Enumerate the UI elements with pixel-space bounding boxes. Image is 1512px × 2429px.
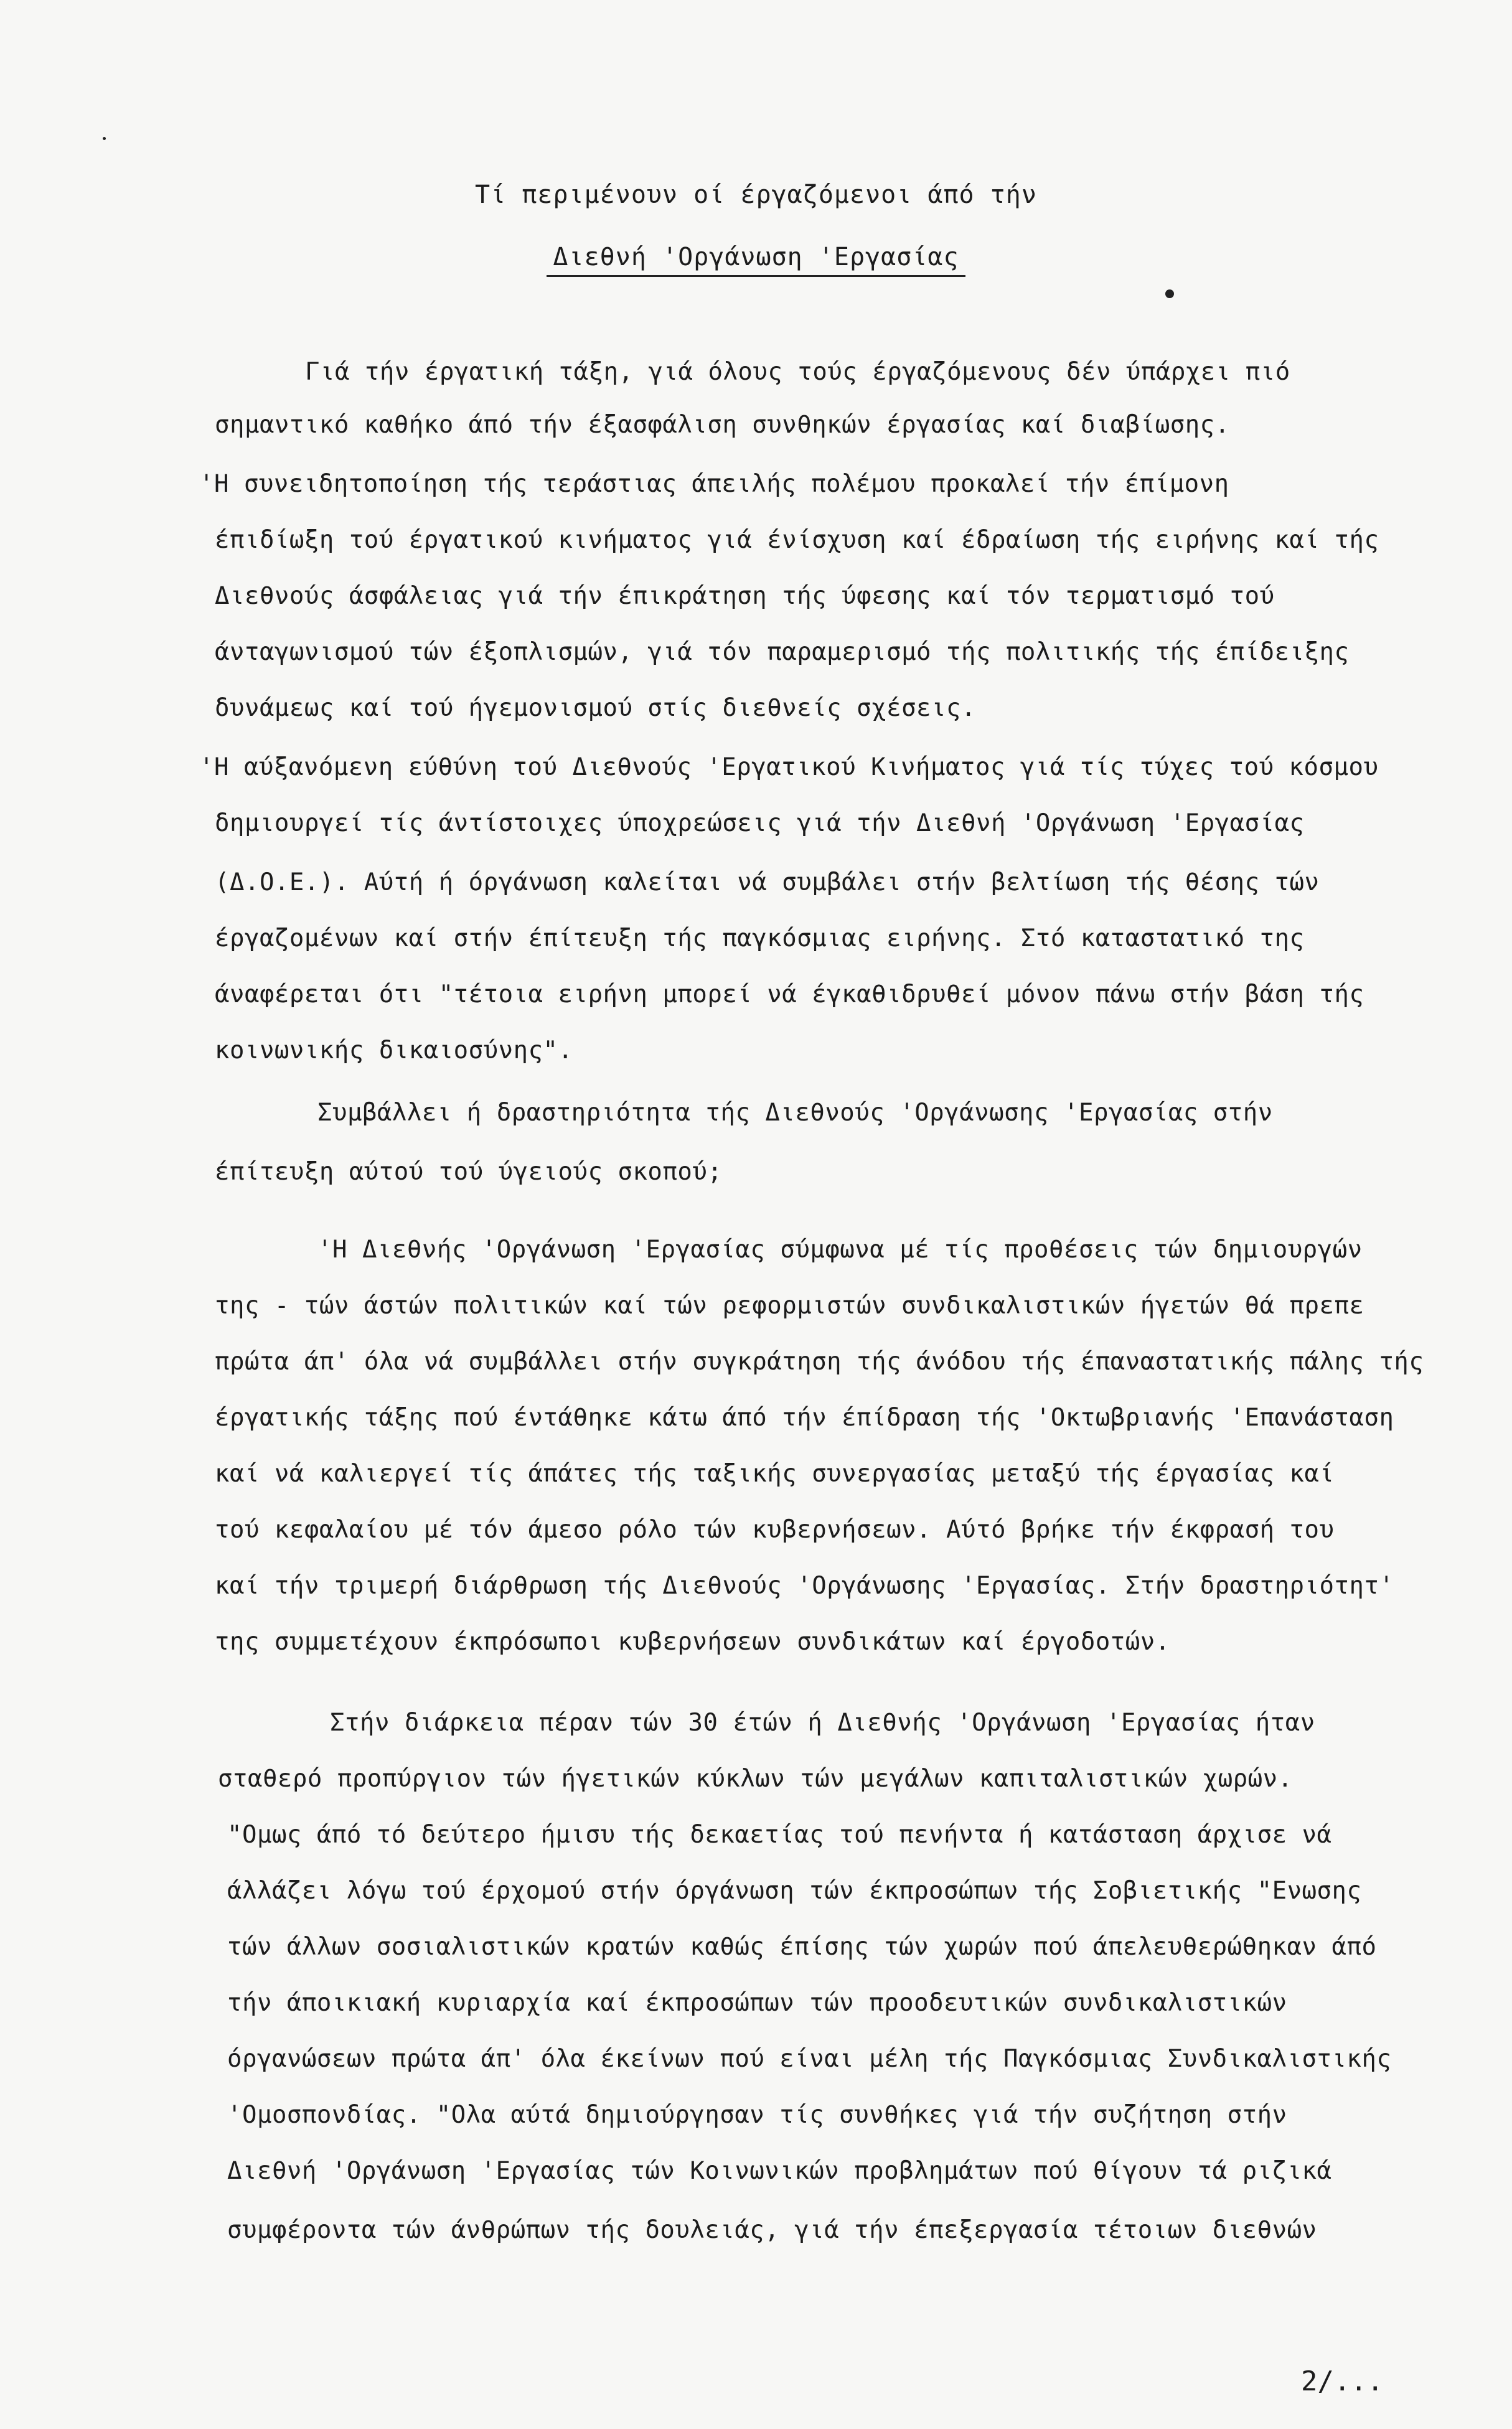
- text-line: Στήν διάρκεια πέραν τών 30 έτών ή Διεθνής 'Οργάνωση 'Εργασίας ήταν: [330, 1709, 1315, 1737]
- text-line: (Δ.Ο.Ε.). Αύτή ή όργάνωση καλείται νά συμβάλει στήν βελτίωση τής θέσης τών: [215, 868, 1320, 896]
- document-subtitle: Διεθνή 'Οργάνωση 'Εργασίας: [0, 243, 1512, 271]
- text-line: καί νά καλιεργεί τίς άπάτες τής ταξικής συνεργασίας μεταξύ τής έργασίας καί: [215, 1460, 1335, 1488]
- text-line: άλλάζει λόγω τού έρχομού στήν όργάνωση τών έκπροσώπων τής Σοβιετικής "Ενωσης: [227, 1877, 1362, 1905]
- text-line: τήν άποικιακή κυριαρχία καί έκπροσώπων τών προοδευτικών συνδικαλιστικών: [227, 1989, 1287, 2017]
- scan-speck: [1165, 289, 1174, 298]
- page-number: 2/...: [1301, 2366, 1384, 2397]
- scan-speck: [103, 137, 106, 140]
- text-line: της - τών άστών πολιτικών καί τών ρεφορμιστών συνδικαλιστικών ήγετών θά πρεπε: [215, 1292, 1364, 1320]
- text-line: σταθερό προπύργιον τών ήγετικών κύκλων τών μεγάλων καπιταλιστικών χωρών.: [218, 1765, 1293, 1793]
- text-line: δυνάμεως καί τού ήγεμονισμού στίς διεθνείς σχέσεις.: [215, 694, 976, 722]
- text-line: τών άλλων σοσιαλιστικών κρατών καθώς έπίσης τών χωρών πού άπελευθερώθηκαν άπό: [227, 1933, 1377, 1961]
- text-line: έπιδίωξη τού έργατικού κινήματος γιά ένίσχυση καί έδραίωση τής ειρήνης καί τής: [215, 526, 1379, 554]
- text-line: έργατικής τάξης πού έντάθηκε κάτω άπό τήν έπίδραση τής 'Οκτωβριανής 'Επανάσταση: [215, 1404, 1394, 1432]
- text-line: 'Ομοσπονδίας. "Ολα αύτά δημιούργησαν τίς συνθήκες γιά τήν συζήτηση στήν: [227, 2101, 1287, 2129]
- text-line: συμφέροντα τών άνθρώπων τής δουλειάς, γιά τήν έπεξεργασία τέτοιων διεθνών: [227, 2216, 1317, 2244]
- text-line: έργαζομένων καί στήν έπίτευξη τής παγκόσμιας ειρήνης. Στό καταστατικό της: [215, 924, 1305, 952]
- text-line: της συμμετέχουν έκπρόσωποι κυβερνήσεων συνδικάτων καί έργοδοτών.: [215, 1628, 1170, 1656]
- document-title: Τί περιμένουν οί έργαζόμενοι άπό τήν: [475, 181, 1037, 209]
- text-line: 'Η συνειδητοποίηση τής τεράστιας άπειλής πολέμου προκαλεί τήν έπίμονη: [199, 470, 1229, 498]
- text-line: 'Η αύξανόμενη εύθύνη τού Διεθνούς 'Εργατικού Κινήματος γιά τίς τύχες τού κόσμου: [199, 753, 1379, 781]
- text-line: 'Η Διεθνής 'Οργάνωση 'Εργασίας σύμφωνα μέ τίς προθέσεις τών δημιουργών: [317, 1236, 1363, 1264]
- text-line: Διεθνή 'Οργάνωση 'Εργασίας τών Κοινωνικών προβλημάτων πού θίγουν τά ριζικά: [227, 2157, 1332, 2185]
- text-line: Διεθνούς άσφάλειας γιά τήν έπικράτηση τής ύφεσης καί τόν τερματισμό τού: [215, 582, 1275, 610]
- text-line: σημαντικό καθήκο άπό τήν έξασφάλιση συνθηκών έργασίας καί διαβίωσης.: [215, 411, 1230, 439]
- text-line: έπίτευξη αύτού τού ύγειούς σκοπού;: [215, 1158, 723, 1186]
- text-line: κοινωνικής δικαιοσύνης".: [215, 1036, 573, 1064]
- text-line: δημιουργεί τίς άντίστοιχες ύποχρεώσεις γιά τήν Διεθνή 'Οργάνωση 'Εργασίας: [215, 809, 1305, 837]
- text-line: άνταγωνισμού τών έξοπλισμών, γιά τόν παραμερισμό τής πολιτικής τής έπίδειξης: [215, 638, 1350, 666]
- text-line: καί τήν τριμερή διάρθρωση τής Διεθνούς 'Οργάνωσης 'Εργασίας. Στήν δραστηριότητ': [215, 1572, 1394, 1600]
- text-line: άναφέρεται ότι "τέτοια ειρήνη μπορεί νά έγκαθιδρυθεί μόνον πάνω στήν βάση τής: [215, 980, 1364, 1008]
- text-line: Συμβάλλει ή δραστηριότητα τής Διεθνούς 'Οργάνωσης 'Εργασίας στήν: [317, 1099, 1273, 1127]
- text-line: Γιά τήν έργατική τάξη, γιά όλους τούς έργαζόμενους δέν ύπάρχει πιό: [305, 358, 1290, 386]
- text-line: πρώτα άπ' όλα νά συμβάλλει στήν συγκράτηση τής άνόδου τής έπαναστατικής πάλης τής: [215, 1348, 1424, 1376]
- text-line: "Ομως άπό τό δεύτερο ήμισυ τής δεκαετίας τού πενήντα ή κατάσταση άρχισε νά: [227, 1821, 1332, 1849]
- text-line: όργανώσεων πρώτα άπ' όλα έκείνων πού είναι μέλη τής Παγκόσμιας Συνδικαλιστικής: [227, 2045, 1392, 2073]
- text-line: τού κεφαλαίου μέ τόν άμεσο ρόλο τών κυβερνήσεων. Αύτό βρήκε τήν έκφρασή του: [215, 1516, 1335, 1544]
